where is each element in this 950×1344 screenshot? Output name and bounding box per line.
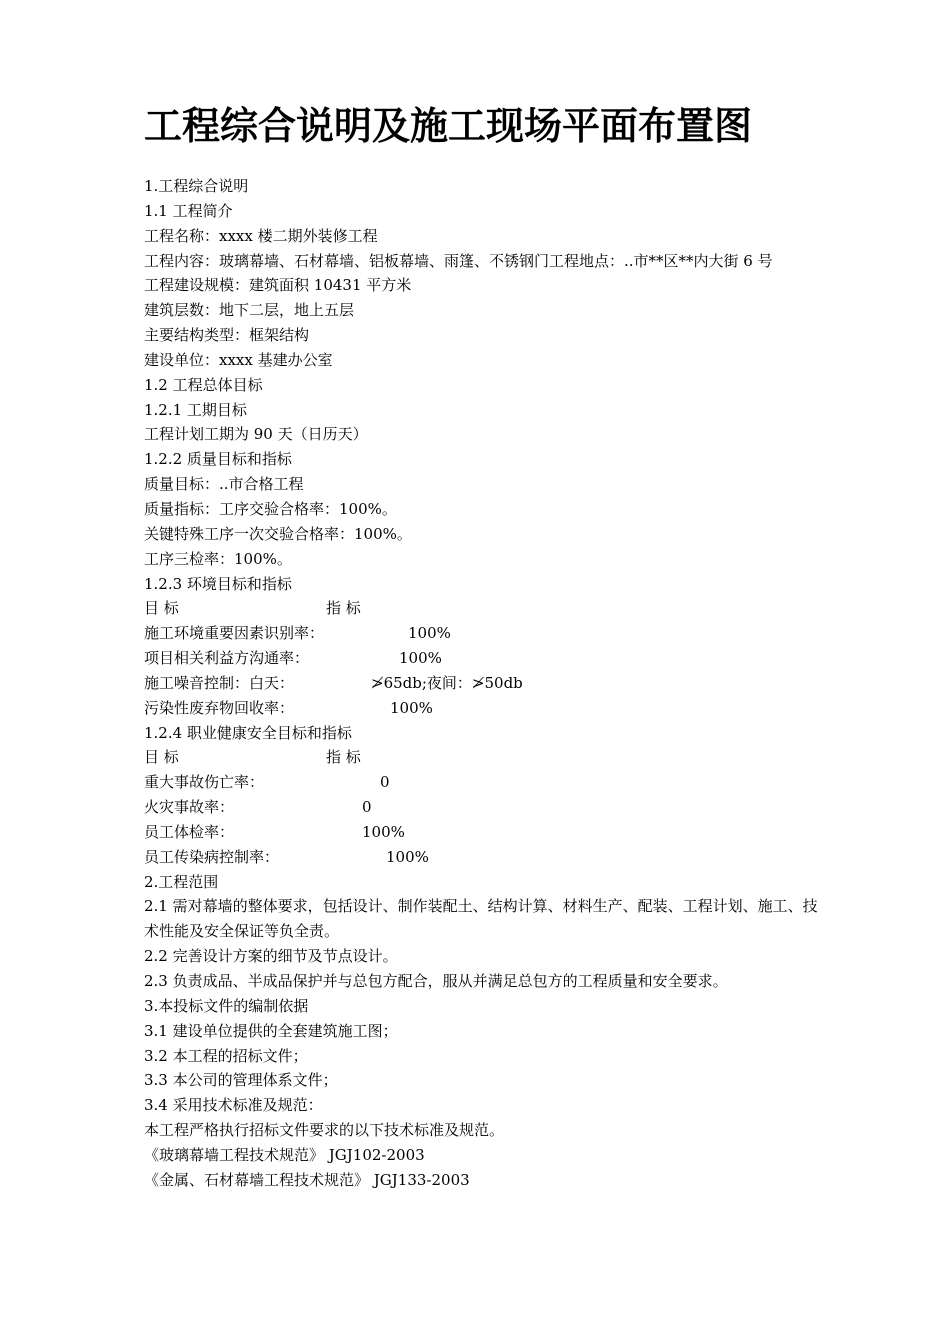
basis-item: 3.2 本工程的招标文件； [144, 1046, 308, 1065]
basis-item: 3.4 采用技术标准及规范： [144, 1096, 323, 1115]
env-table-header [144, 596, 824, 621]
env-row-value: 100% [390, 698, 433, 717]
basis-item: 3.1 建设单位提供的全套建筑施工图； [144, 1021, 398, 1040]
safety-header-index: 指 标 [326, 748, 361, 767]
structure-type: 主要结构类型：框架结构 [144, 326, 310, 345]
env-table-row [144, 696, 824, 721]
safety-row-value: 0 [380, 773, 390, 792]
standard-item: 《玻璃幕墙工程技术规范》 JGJ102-2003 [144, 1145, 425, 1164]
safety-row-label: 员工体检率： [144, 822, 235, 841]
safety-header-target: 目 标 [144, 748, 179, 767]
subsection-heading: 1.2.3 环境目标和指标 [144, 574, 292, 593]
safety-table-header [144, 745, 824, 770]
safety-table-row [144, 770, 824, 795]
env-table-row [144, 671, 824, 696]
quality-target: 质量目标：..市合格工程 [144, 475, 304, 494]
subsection-heading: 1.1 工程简介 [144, 201, 233, 220]
scope-item: 2.1 需对幕墙的整体要求，包括设计、制作装配土、结构计算、材料生产、配装、工程计划、施工、技术性能及安全保证等负全责。 [144, 897, 818, 941]
env-row-label: 施工环境重要因素识别率： [144, 624, 325, 643]
section-heading: 1.工程综合说明 [144, 177, 249, 195]
safety-table-row [144, 820, 824, 845]
schedule-text: 工程计划工期为 90 天（日历天） [144, 425, 368, 444]
section-heading: 2.工程范围 [144, 872, 219, 891]
safety-table-row [144, 845, 824, 870]
safety-row-label: 重大事故伤亡率： [144, 773, 265, 792]
env-row-value: ≯65db;夜间：≯50db [371, 673, 523, 692]
env-header-target: 目 标 [144, 599, 179, 618]
subsection-heading: 1.2.1 工期目标 [144, 400, 247, 419]
standard-item: 《金属、石材幕墙工程技术规范》 JGJ133-2003 [144, 1170, 470, 1189]
env-row-label: 污染性废弃物回收率： [144, 698, 295, 717]
env-table-row [144, 646, 824, 671]
basis-text: 本工程严格执行招标文件要求的以下技术标准及规范。 [144, 1121, 505, 1140]
basis-item: 3.3 本公司的管理体系文件； [144, 1071, 338, 1090]
safety-row-label: 火灾事故率： [144, 798, 235, 817]
subsection-heading: 1.2.2 质量目标和指标 [144, 450, 292, 469]
document-title: 工程综合说明及施工现场平面布置图 [144, 103, 753, 148]
construction-unit: 建设单位：xxxx 基建办公室 [144, 350, 333, 369]
safety-row-value: 0 [362, 798, 372, 817]
safety-table-row [144, 795, 824, 820]
three-check-rate: 工序三检率：100%。 [144, 549, 292, 568]
key-process-rate: 关键特殊工序一次交验合格率：100%。 [144, 524, 412, 543]
subsection-heading: 1.2.4 职业健康安全目标和指标 [144, 723, 352, 742]
env-row-label: 项目相关利益方沟通率： [144, 649, 310, 668]
project-name: 工程名称：xxxx 楼二期外装修工程 [144, 226, 378, 245]
env-row-value: 100% [399, 649, 442, 668]
scope-item: 2.2 完善设计方案的细节及节点设计。 [144, 947, 398, 966]
section-heading: 3.本投标文件的编制依据 [144, 996, 309, 1015]
quality-index: 质量指标：工序交验合格率：100%。 [144, 499, 397, 518]
subsection-heading: 1.2 工程总体目标 [144, 375, 263, 394]
project-content: 工程内容：玻璃幕墙、石材幕墙、铝板幕墙、雨篷、不锈钢门工程地点：..市**区**内大街 6 号 [144, 251, 773, 270]
building-floors: 建筑层数：地下二层，地上五层 [144, 301, 355, 320]
project-scale: 工程建设规模：建筑面积 10431 平方米 [144, 276, 412, 295]
document-body [144, 174, 824, 1193]
safety-row-value: 100% [386, 847, 429, 866]
env-row-label: 施工噪音控制：白天： [144, 673, 295, 692]
env-table-row [144, 621, 824, 646]
safety-row-value: 100% [362, 822, 405, 841]
safety-row-label: 员工传染病控制率： [144, 847, 280, 866]
scope-item: 2.3 负责成品、半成品保护并与总包方配合，服从并满足总包方的工程质量和安全要求。 [144, 972, 728, 990]
env-header-index: 指 标 [326, 599, 361, 618]
env-row-value: 100% [408, 624, 451, 643]
